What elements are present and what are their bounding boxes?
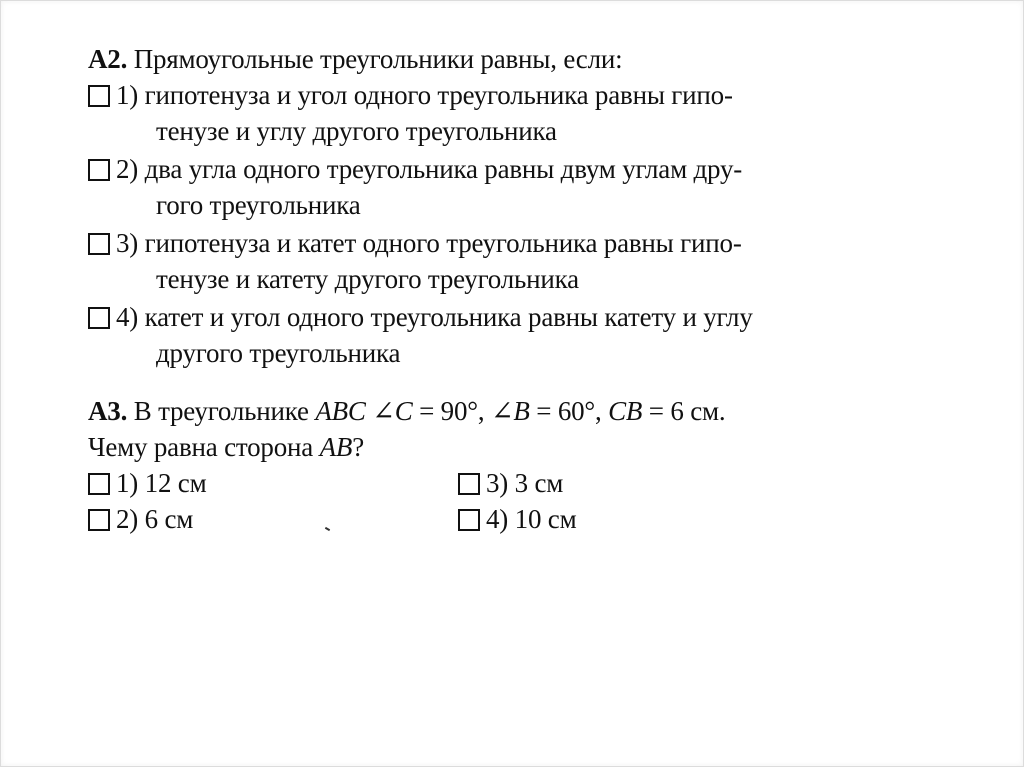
option-number: 2) bbox=[116, 504, 139, 534]
question-text: ? bbox=[352, 432, 364, 462]
question-text: В треугольнике bbox=[127, 396, 316, 426]
option-text: 10 см bbox=[508, 504, 577, 534]
checkbox[interactable] bbox=[458, 473, 480, 495]
a2-option-2-cont bbox=[156, 188, 361, 222]
question-text: Чему равна сторона bbox=[88, 432, 320, 462]
option-text-cont: тенузе и катету другого треугольника bbox=[156, 264, 579, 294]
a2-option-3-cont bbox=[156, 262, 579, 296]
side-name: CB bbox=[608, 396, 643, 426]
option-text: 6 см bbox=[138, 504, 194, 534]
checkbox[interactable] bbox=[88, 473, 110, 495]
option-text: катет и угол одного треугольника равны катету и углу bbox=[138, 302, 753, 332]
angle-vertex: C bbox=[394, 396, 413, 426]
question-a3-line2 bbox=[88, 430, 364, 464]
checkbox[interactable] bbox=[458, 509, 480, 531]
question-text: = 60°, bbox=[529, 396, 609, 426]
triangle-name: ABC bbox=[315, 396, 366, 426]
option-number: 4) bbox=[486, 504, 509, 534]
option-text: гипотенуза и угол одного треугольника равны гипо- bbox=[138, 80, 733, 110]
option-number: 1) bbox=[116, 468, 139, 498]
angle-vertex: B bbox=[513, 396, 530, 426]
option-text: гипотенуза и катет одного треугольника равны гипо- bbox=[138, 228, 742, 258]
a2-option-1[interactable] bbox=[88, 78, 733, 112]
question-text: Прямоугольные треугольники равны, если: bbox=[127, 44, 623, 74]
checkbox[interactable] bbox=[88, 509, 110, 531]
a2-option-4[interactable] bbox=[88, 300, 753, 334]
a2-option-1-cont bbox=[156, 114, 557, 148]
a3-option-4[interactable] bbox=[458, 502, 576, 536]
question-a2-title bbox=[88, 42, 622, 76]
a2-option-2[interactable] bbox=[88, 152, 742, 186]
question-number: А2. bbox=[88, 44, 128, 74]
option-text-cont: гого треугольника bbox=[156, 190, 361, 220]
checkbox[interactable] bbox=[88, 233, 110, 255]
option-text: два угла одного треугольника равны двум углам дру- bbox=[138, 154, 743, 184]
checkbox[interactable] bbox=[88, 307, 110, 329]
option-text: 12 см bbox=[138, 468, 207, 498]
question-text: = 6 см. bbox=[642, 396, 726, 426]
option-text-cont: другого треугольника bbox=[156, 338, 401, 368]
scan-speck bbox=[325, 527, 330, 531]
option-number: 3) bbox=[486, 468, 509, 498]
option-number: 4) bbox=[116, 302, 139, 332]
question-text: = 90°, ∠ bbox=[412, 396, 514, 426]
side-name: AB bbox=[319, 432, 353, 462]
option-text-cont: тенузе и углу другого треугольника bbox=[156, 116, 557, 146]
a3-option-2[interactable] bbox=[88, 502, 193, 536]
option-number: 2) bbox=[116, 154, 139, 184]
option-text: 3 см bbox=[508, 468, 564, 498]
question-text: ∠ bbox=[365, 396, 395, 426]
question-number: А3. bbox=[88, 396, 128, 426]
checkbox[interactable] bbox=[88, 159, 110, 181]
question-a3-title bbox=[88, 394, 725, 428]
option-number: 1) bbox=[116, 80, 139, 110]
a2-option-3[interactable] bbox=[88, 226, 742, 260]
a2-option-4-cont bbox=[156, 336, 400, 370]
option-number: 3) bbox=[116, 228, 139, 258]
a3-option-3[interactable] bbox=[458, 466, 563, 500]
checkbox[interactable] bbox=[88, 85, 110, 107]
a3-option-1[interactable] bbox=[88, 466, 206, 500]
